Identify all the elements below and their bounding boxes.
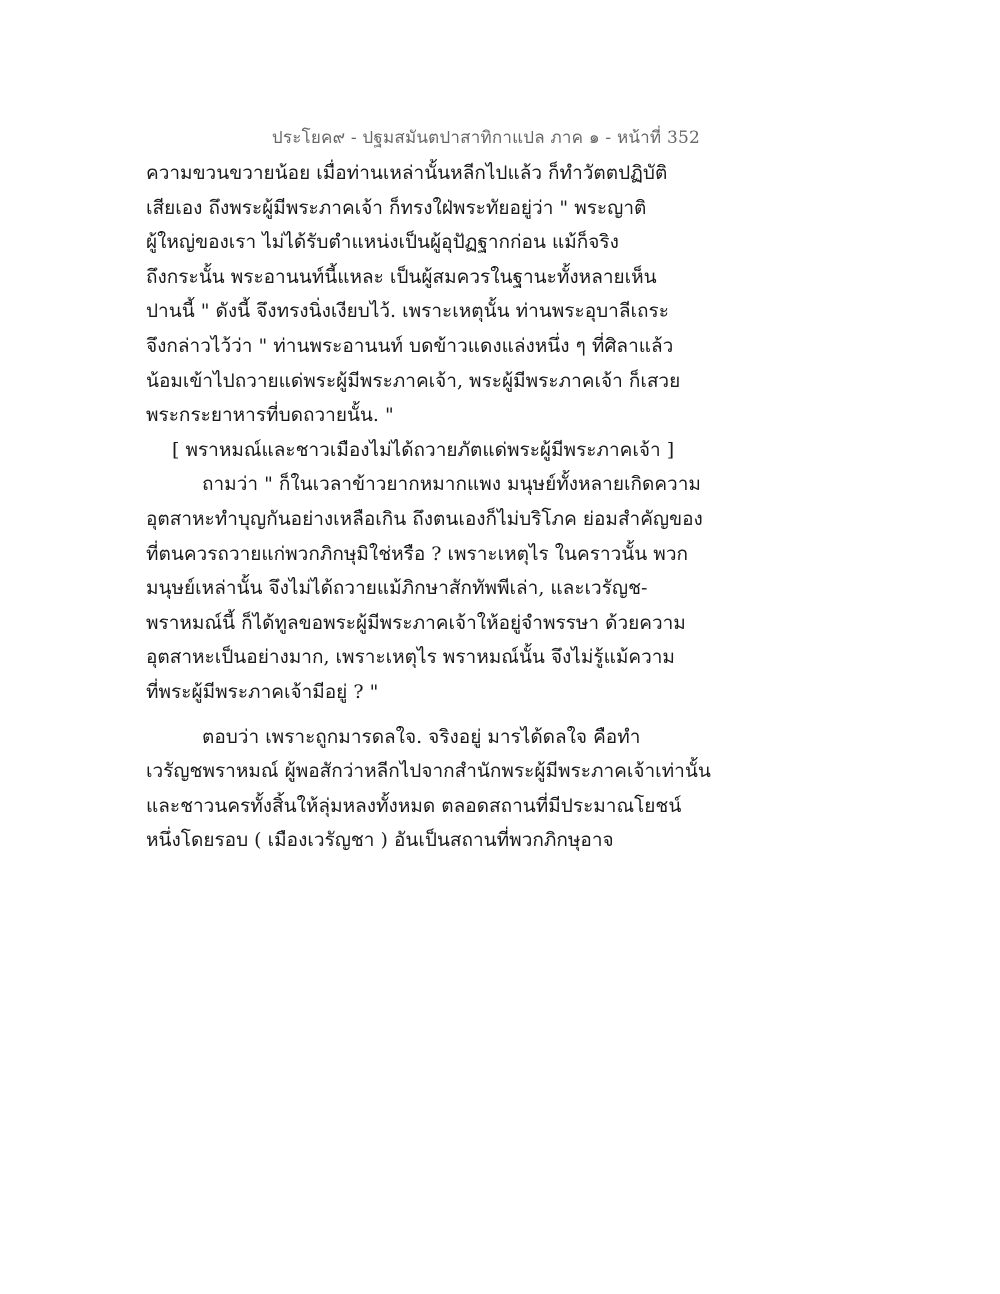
text-line: จึงกล่าวไว้ว่า " ท่านพระอานนท์ บดข้าวแดงแล่งหนึ่ง ๆ ที่ศิลาแล้ว (146, 334, 674, 357)
paragraph-answer (146, 720, 866, 858)
text-line: พระกระยาหารที่บดถวายนั้น. " (146, 404, 394, 427)
text-line: ที่พระผู้มีพระภาคเจ้ามีอยู่ ? " (146, 680, 379, 703)
text-line: และชาวนครทั้งสิ้นให้ลุ่มหลงทั้งหมด ตลอดสถานที่มีประมาณโยชน์ (146, 794, 682, 817)
text-line: หนึ่งโดยรอบ ( เมืองเวรัญชา ) อันเป็นสถานที่พวกภิกษุอาจ (146, 829, 614, 852)
text-line: อุตสาหะทำบุญกันอย่างเหลือเกิน ถึงตนเองก็ไม่บริโภค ย่อมสำคัญของ (146, 507, 703, 530)
paragraph-gap (146, 710, 866, 720)
text-line: มนุษย์เหล่านั้น จึงไม่ได้ถวายแม้ภิกษาสักทัพพีเล่า, และเวรัญช- (146, 577, 648, 600)
body-text (146, 156, 866, 858)
text-line: ความขวนขวายน้อย เมื่อท่านเหล่านั้นหลีกไปแล้ว ก็ทำวัตตปฏิบัติ (146, 162, 668, 184)
paragraph-continuation (146, 156, 866, 433)
text-line: เวรัญชพราหมณ์ ผู้พอสักว่าหลีกไปจากสำนักพระผู้มีพระภาคเจ้าเท่านั้น (146, 760, 711, 783)
text-line: ถึงกระนั้น พระอานนท์นี้แหละ เป็นผู้สมควรในฐานะทั้งหลายเห็น (146, 265, 657, 288)
paragraph-question (146, 467, 866, 709)
text-line: ถามว่า " ก็ในเวลาข้าวยากหมากแพง มนุษย์ทั้งหลายเกิดความ (202, 473, 701, 496)
text-line: พราหมณ์นี้ ก็ได้ทูลขอพระผู้มีพระภาคเจ้าให้อยู่จำพรรษา ด้วยความ (146, 611, 686, 634)
text-line: ที่ตนควรถวายแก่พวกภิกษุมิใช่หรือ ? เพราะเหตุไร ในคราวนั้น พวก (146, 542, 689, 565)
text-line: ตอบว่า เพราะถูกมารดลใจ. จริงอยู่ มารได้ดลใจ คือทำ (202, 725, 641, 748)
text-line: น้อมเข้าไปถวายแด่พระผู้มีพระภาคเจ้า, พระผู้มีพระภาคเจ้า ก็เสวย (146, 369, 681, 392)
section-heading: [ พราหมณ์และชาวเมืองไม่ได้ถวายภัตแด่พระผู้มีพระภาคเจ้า ] (172, 438, 675, 461)
text-line: ผู้ใหญ่ของเรา ไม่ได้รับตำแหน่งเป็นผู้อุปัฏฐากก่อน แม้ก็จริง (146, 231, 619, 254)
running-header: ประโยค๙ - ปฐมสมันตปาสาทิกาแปล ภาค ๑ - หน้าที่ 352 (271, 128, 700, 148)
text-line: ปานนี้ " ดังนี้ จึงทรงนิ่งเงียบไว้. เพราะเหตุนั้น ท่านพระอุบาลีเถระ (146, 300, 669, 323)
text-line: อุตสาหะเป็นอย่างมาก, เพราะเหตุไร พราหมณ์นั้น จึงไม่รู้แม้ความ (146, 646, 675, 669)
text-line: เสียเอง ถึงพระผู้มีพระภาคเจ้า ก็ทรงใฝ่พระทัยอยู่ว่า " พระญาติ (146, 196, 647, 219)
